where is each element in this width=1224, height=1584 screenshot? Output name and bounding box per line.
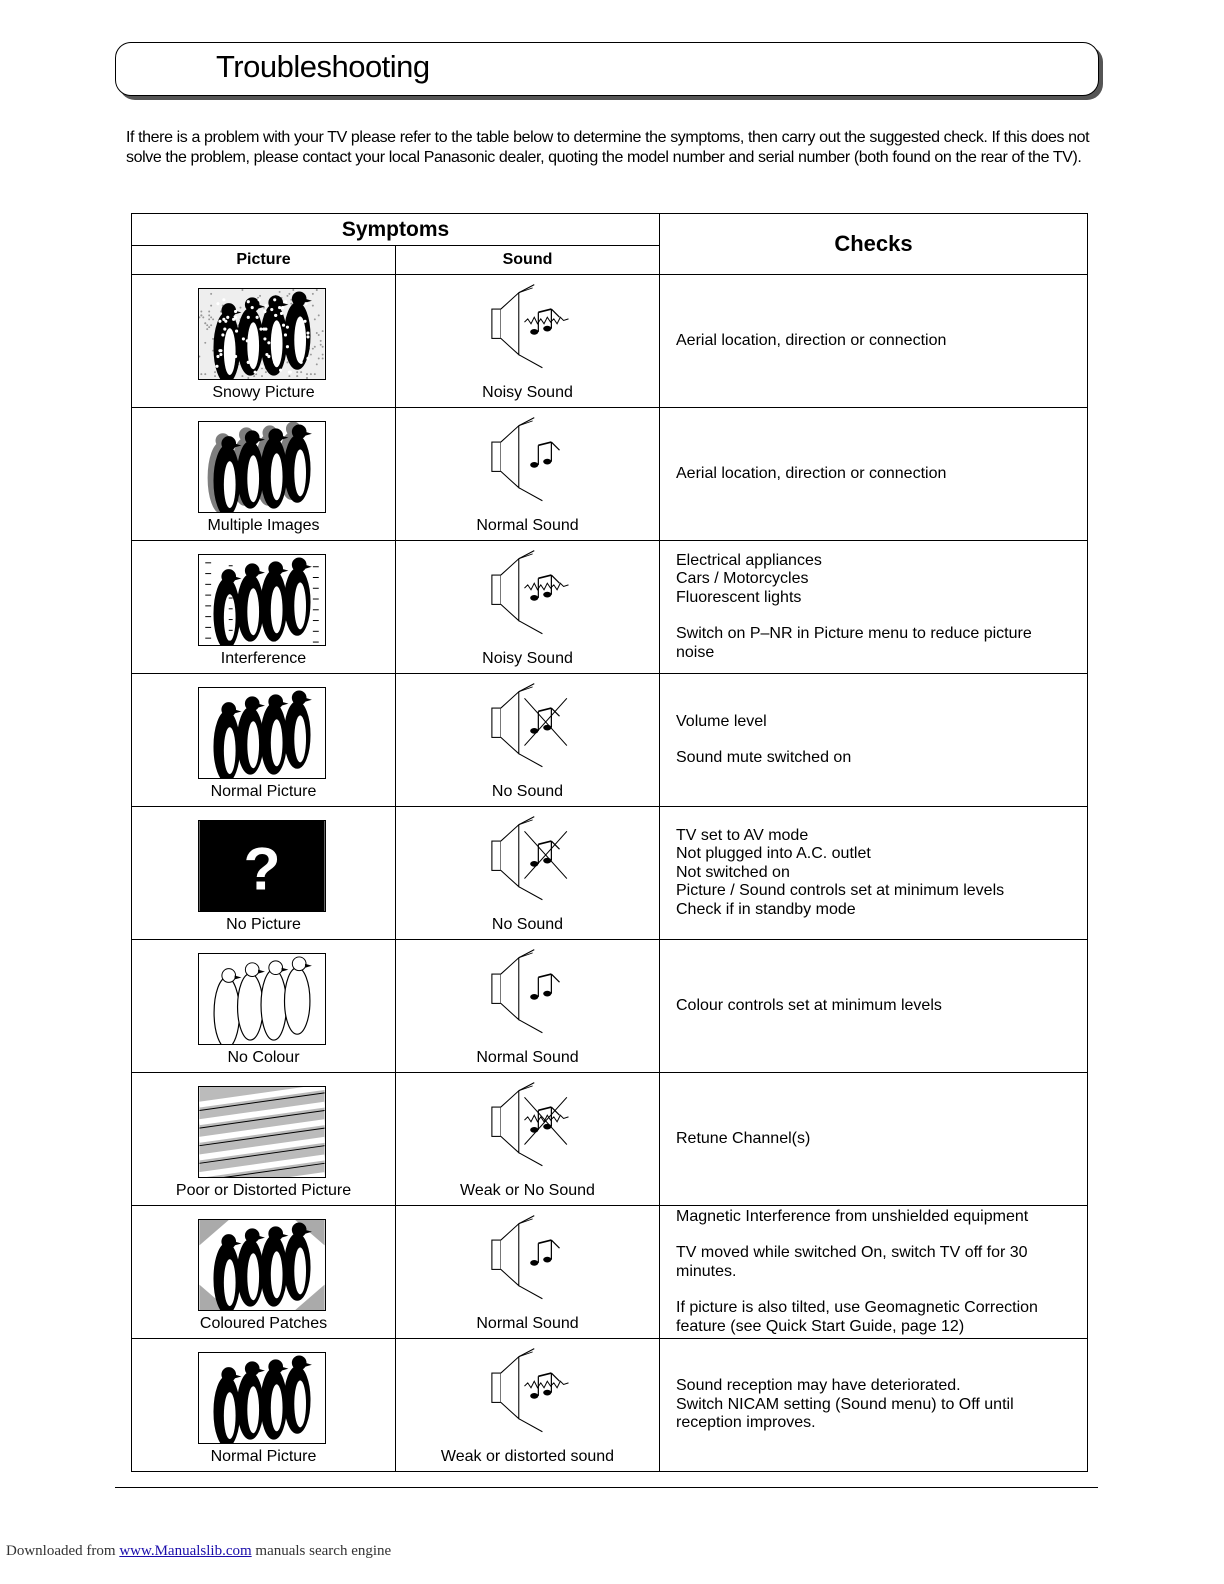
footer-prefix: Downloaded from [6, 1543, 120, 1559]
sound-symptom-label: Weak or distorted sound [440, 1448, 615, 1465]
picture-symptom-cell [132, 541, 396, 674]
table-row [132, 408, 1088, 541]
check-spacer [676, 1281, 1071, 1299]
weak-no-sound-icon [476, 1081, 586, 1169]
weak-distorted-sound-icon [476, 1347, 586, 1435]
check-item: Cars / Motorcycles [676, 570, 809, 588]
picture-symptom-label: No Colour [227, 1049, 300, 1066]
check-item: Retune Channel(s) [676, 1129, 811, 1147]
sound-symptom-label: Normal Sound [476, 517, 579, 534]
checks-cell [660, 541, 1088, 674]
normal-sound-icon [476, 1214, 586, 1302]
normal-sound-icon [476, 948, 586, 1036]
page-title: Troubleshooting [216, 49, 430, 84]
snowy-picture-icon [198, 288, 326, 380]
title-banner [115, 42, 1099, 96]
noisy-sound-icon [476, 283, 586, 371]
check-item: TV set to AV mode [676, 826, 809, 844]
picture-symptom-label: No Picture [226, 916, 301, 933]
check-item: Sound mute switched on [676, 749, 852, 766]
check-item: Not switched on [676, 863, 790, 881]
check-item: Electrical appliances [676, 551, 822, 569]
picture-symptom-label: Snowy Picture [212, 384, 315, 401]
picture-symptom-cell [132, 408, 396, 541]
check-spacer [676, 1226, 1071, 1244]
picture-symptom-cell [132, 1206, 396, 1339]
picture-symptom-cell [132, 674, 396, 807]
table-row [132, 807, 1088, 940]
sound-symptom-label: Normal Sound [476, 1049, 579, 1066]
symptoms-header: Symptoms [132, 214, 660, 246]
checks-header: Checks [660, 214, 1088, 275]
picture-symptom-label: Coloured Patches [199, 1315, 328, 1332]
picture-symptom-label: Poor or Distorted Picture [175, 1182, 352, 1199]
no-colour-icon [198, 953, 326, 1045]
noisy-sound-icon [476, 549, 586, 637]
svg-text:?: ? [243, 834, 281, 903]
check-item: Switch on P–NR in Picture menu to reduce picture noise [676, 625, 1032, 661]
picture-symptom-label: Normal Picture [210, 783, 317, 800]
table-row [132, 1339, 1088, 1472]
check-spacer [676, 607, 1071, 625]
sound-symptom-cell [396, 541, 660, 674]
picture-symptom-label: Normal Picture [210, 1448, 317, 1465]
coloured-patches-icon [198, 1219, 326, 1311]
manualslib-link[interactable]: www.Manualslib.com [119, 1543, 252, 1559]
table-row [132, 1206, 1088, 1339]
multiple-images-icon [198, 421, 326, 513]
interference-icon [198, 554, 326, 646]
no-sound-icon [476, 815, 586, 903]
check-item: Switch NICAM setting (Sound menu) to Off until reception improves. [676, 1395, 1014, 1432]
normal-sound-icon [476, 416, 586, 504]
footer [6, 1543, 391, 1560]
checks-cell [660, 807, 1088, 940]
sound-symptom-cell [396, 1206, 660, 1339]
sound-symptom-cell [396, 807, 660, 940]
checks-cell [660, 940, 1088, 1073]
picture-symptom-label: Interference [220, 650, 307, 667]
sound-symptom-cell [396, 408, 660, 541]
picture-symptom-cell [132, 275, 396, 408]
picture-symptom-cell [132, 807, 396, 940]
sound-symptom-cell [396, 1073, 660, 1206]
check-item: Colour controls set at minimum levels [676, 996, 942, 1014]
no-picture-icon [198, 820, 326, 912]
sound-symptom-label: Noisy Sound [482, 650, 573, 667]
table-row [132, 1073, 1088, 1206]
check-item: Aerial location, direction or connection [676, 464, 947, 482]
checks-cell [660, 408, 1088, 541]
footer-rule [115, 1487, 1098, 1488]
sound-symptom-cell [396, 275, 660, 408]
sound-symptom-label: No Sound [491, 916, 564, 933]
normal-picture-icon [198, 1352, 326, 1444]
check-item: Sound reception may have deteriorated. [676, 1377, 961, 1395]
normal-picture-icon [198, 687, 326, 779]
sound-symptom-label: Normal Sound [476, 1315, 579, 1332]
picture-symptom-label: Multiple Images [207, 517, 320, 534]
check-item: Aerial location, direction or connection [676, 331, 947, 349]
table-row [132, 674, 1088, 807]
check-item: Volume level [676, 712, 767, 730]
check-item: Picture / Sound controls set at minimum levels [676, 882, 1005, 900]
sound-header: Sound [396, 246, 660, 275]
check-item: TV moved while switched On, switch TV off for 30 minutes. [676, 1244, 1028, 1280]
footer-suffix: manuals search engine [251, 1543, 392, 1559]
checks-cell [660, 275, 1088, 408]
no-sound-icon [476, 682, 586, 770]
table-row [132, 940, 1088, 1073]
sound-symptom-cell [396, 940, 660, 1073]
check-spacer [676, 731, 1071, 749]
troubleshooting-table [131, 213, 1088, 1472]
check-item: Check if in standby mode [676, 900, 856, 918]
picture-header: Picture [132, 246, 396, 275]
checks-cell [660, 1206, 1088, 1339]
intro-paragraph: If there is a problem with your TV please refer to the table below to determine the symptoms, then carry out the suggested check. If this does not solve the problem, please contact your local Panasonic dealer, quoting the model number and serial number (both found on the rear of the TV). [126, 129, 1090, 166]
picture-symptom-cell [132, 940, 396, 1073]
table-row [132, 275, 1088, 408]
check-item: Fluorescent lights [676, 588, 802, 606]
sound-symptom-cell [396, 674, 660, 807]
picture-symptom-cell [132, 1073, 396, 1206]
sound-symptom-cell [396, 1339, 660, 1472]
table-row [132, 541, 1088, 674]
check-item: If picture is also tilted, use Geomagnetic Correction feature (see Quick Start Guide, page 12) [676, 1299, 1038, 1335]
sound-symptom-label: No Sound [491, 783, 564, 800]
check-item: Magnetic Interference from unshielded equipment [676, 1207, 1029, 1225]
picture-symptom-cell [132, 1339, 396, 1472]
sound-symptom-label: Noisy Sound [482, 384, 573, 401]
distorted-picture-icon [198, 1086, 326, 1178]
checks-cell [660, 674, 1088, 807]
check-item: Not plugged into A.C. outlet [676, 845, 871, 863]
checks-cell [660, 1073, 1088, 1206]
checks-cell [660, 1339, 1088, 1472]
sound-symptom-label: Weak or No Sound [460, 1182, 595, 1199]
